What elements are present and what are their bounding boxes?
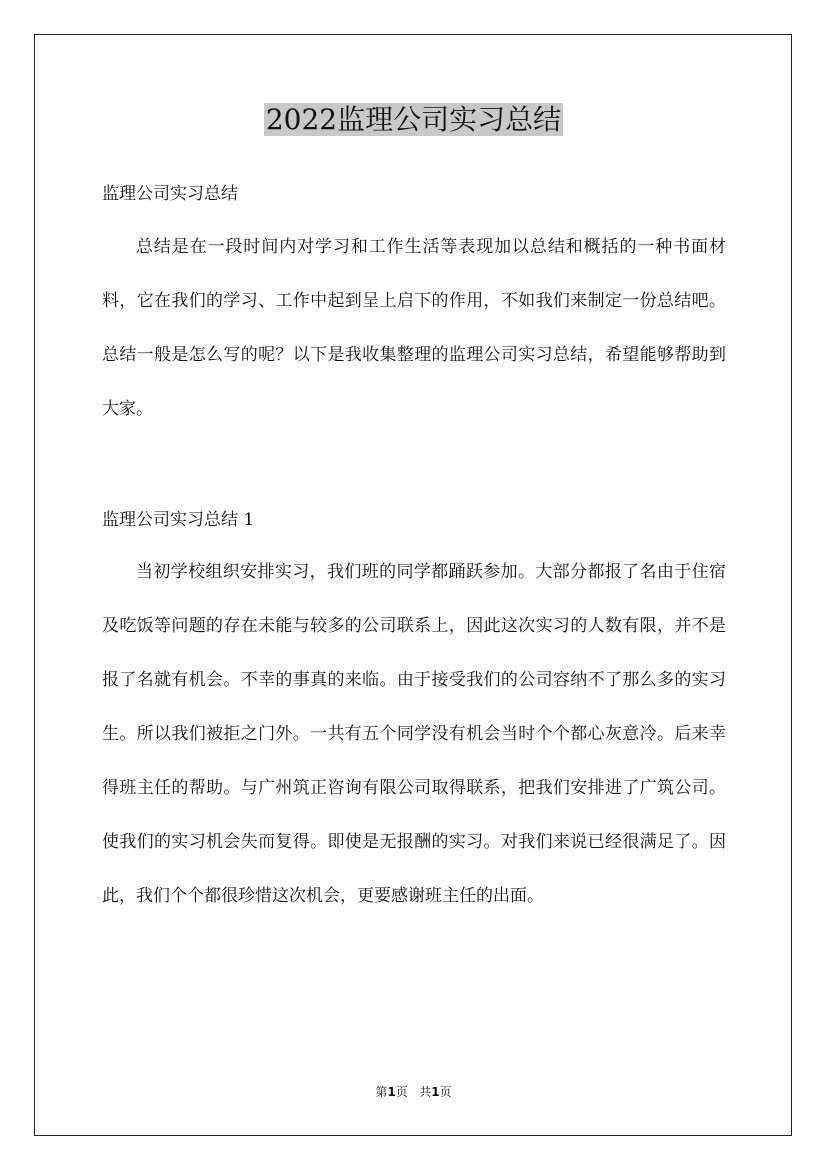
intro-paragraph: 总结是在一段时间内对学习和工作生活等表现加以总结和概括的一种书面材料，它在我们的学习、工作中起到呈上启下的作用，不如我们来制定一份总结吧。总结一般是怎么写的呢？以下是我收集整理的监理公司实习总结，希望能够帮助到大家。 xyxy=(102,237,726,419)
page-footer xyxy=(0,1084,827,1100)
footer-total-number: 1 xyxy=(431,1085,440,1099)
body-paragraph: 当初学校组织安排实习，我们班的同学都踊跃参加。大部分都报了名由于住宿及吃饭等问题的存在未能与较多的公司联系上，因此这次实习的人数有限，并不是报了名就有机会。不幸的事真的来临。由于接受我们的公司容纳不了那么多的实习生。所以我们被拒之门外。一共有五个同学没有机会当时个个都心灰意冷。后来幸得班主任的帮助。与广州筑正咨询有限公司取得联系，把我们安排进了广筑公司。使我们的实习机会失而复得。即使是无报酬的实习。对我们来说已经很满足了。因此，我们个个都很珍惜这次机会，更要感谢班主任的出面。 xyxy=(102,562,726,906)
document-title-wrapper xyxy=(0,100,827,140)
document-title: 2022监理公司实习总结 xyxy=(265,103,562,136)
footer-page-number: 1 xyxy=(387,1085,396,1099)
section-heading-1: 监理公司实习总结 1 xyxy=(102,510,255,530)
footer-page-suffix: 页 xyxy=(395,1085,408,1099)
section-heading: 监理公司实习总结 xyxy=(102,184,238,204)
footer-total-prefix: 共 xyxy=(419,1085,432,1099)
footer-page-prefix: 第 xyxy=(375,1085,388,1099)
footer-total-suffix: 页 xyxy=(439,1085,452,1099)
